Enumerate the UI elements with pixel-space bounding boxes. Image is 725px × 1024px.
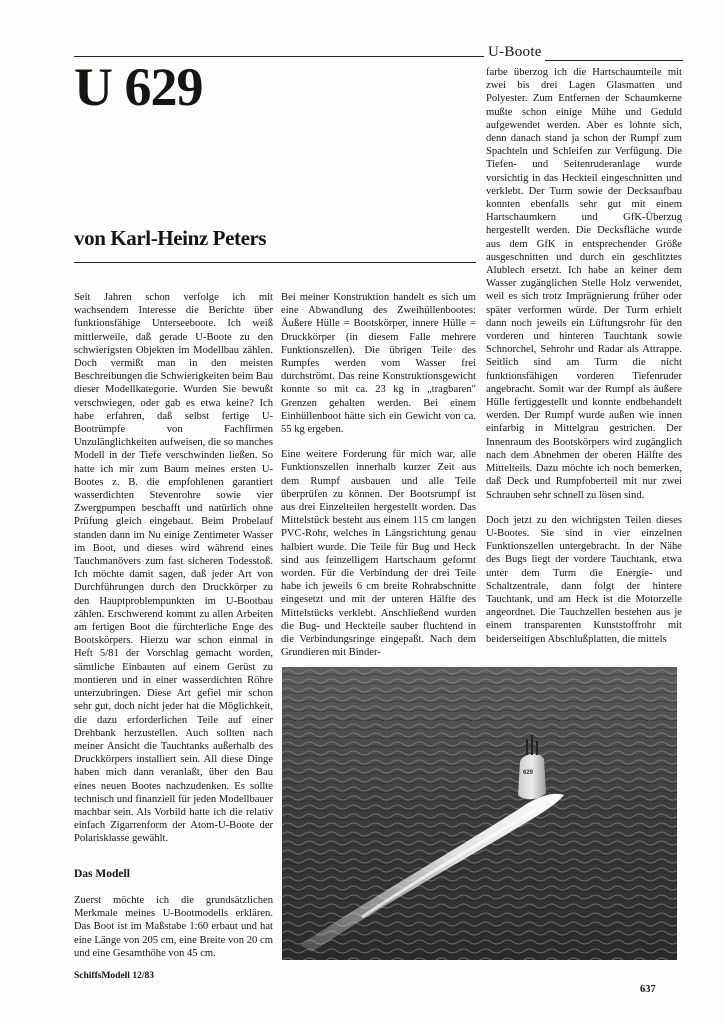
footer-magazine: SchiffsModell 12/83 [74,971,154,981]
author-rule [74,262,476,263]
section-header: U-Boote [488,44,542,60]
column-left [74,291,273,846]
paragraph: farbe überzog ich die Hartschaumteile mit zwei bis drei Lagen Glasmatten und Polyester. Zum Entfernen der Schaumkerne mußte schon einige Mühe und Geduld aufgewendet werden. Aber es lohnte sich, denn danach stand ja schon der Rumpf zum Spachteln und Schleifen zur Verfügung. Die Tiefen- und Seitenruderanlage wurde vorsichtig in das Heckteil eingeschnitten und verklebt. Der Turm sowie der Decksaufbau konnten ebenfalls sehr gut mit einem Hartschaumkern und GfK-Überzug hergestellt werden. Die Decksfläche wurde aus dem GfK in entsprechender Größe ausgeschnitten und durch ein geschlitztes Alublech ersetzt. Ich habe an keiner dem Wasser zugänglichen Stelle Holz verwendet, weil es sich trotz Imprägnierung früher oder später verformen würde. Der Turm erhielt dann noch jeweils ein Lüftungsrohr für den vorderen und hinteren Tauchtank sowie Schnorchel, Sehrohr und Radar als Attrappe. Seitlich sind am Turm die nicht funktionsfähigen vorderen Tiefenruder angebracht. Somit war der Rumpf als äußere Hülle fertiggestellt und konnte endbehandelt werden. Der Rumpf wurde außen wie innen einfarbig in Mittelgrau gestrichen. Der Innenraum des Bootskörpers wird zugänglich nach dem Abnehmen der oberen Hälfte des Mittelteils. Dazu möchte ich noch bemerken, daß Deck und Rumpfoberteil mit nur zwei Schrauben sehr schnell zu lösen sind. [486,67,682,501]
paragraph: Bei meiner Konstruktion handelt es sich um eine Abwandlung des Zweihüllenbootes: Äußere Hülle = Bootskörper, innere Hülle = Druckkörper (in diesem Falle mehrere Funktionszellen). Die übrigen Teile des Rumpfes werden vom Wasser frei durchströmt. Das reine Konstruktionsgewicht konnte so mit ca. 23 kg in „tragbaren" Grenzen gehalten werden. Bei einem Einhüllenboot hätte sich ein Gewicht von ca. 55 kg ergeben. [281,292,476,436]
conning-tower [518,754,546,799]
page-number: 637 [640,984,656,995]
column-middle [281,291,476,659]
model-section-text: Zuerst möchte ich die grundsätzlichen Merkmale meines U-Bootmodells erklären. Das Boot ist im Maßstabe 1:60 erbaut und hat eine Länge von 205 cm, eine Breite von 20 cm und eine Gesamthöhe von 45 cm. [74,895,273,959]
submarine-photo [282,667,677,960]
section-heading: Das Modell [74,868,130,880]
article-title: U 629 [74,57,203,117]
header-rule-right [545,60,683,61]
column-right [486,66,682,646]
paragraph: Seit Jahren schon verfolge ich mit wachsendem Interesse die Berichte über funktionsfähige Unterseeboote. Ich weiß mittlerweile, daß gerade U-Boote zu den schwierigsten Objekten im Modellbau zählen. Doch vermißt man in den meisten Beschreibungen die Schwierigkeiten beim Bau dieser Modellkategorie. Wurden Sie bewußt verschwiegen, oder gab es etwa keine? Ich habe erfahren, daß selbst fertige U-Bootrümpfe von Fachfirmen Unzulänglichkeiten aufweisen, die so manches Modell in der Tiefe verschwinden ließen. So hatte ich mir zum Baum meines ersten U-Bootes z. B. die empfohlenen garantiert wasserdichten Stevenrohre sowie vier Zwergpumpen beschafft und natürlich ohne Prüfung gleich eingebaut. Beim Probelauf standen dann im Nu einige Zentimeter Wasser im Boot, und dieses wird während eines Tauchmanövers zum fast sicheren Todesstoß. Ich möchte damit sagen, daß jeder Art von Durchführungen durch den Druckkörper zu den Hauptproblempunkten im U-Bootbau zählen. Erschwerend kommt zu allen Arbeiten am fertigen Boot die fürchterliche Enge des Bootskörpers. Hierzu war schon einmal in Heft 5/81 der Vorschlag gemacht worden, sämtliche Einbauten auf einem Gerüst zu montieren und in einer wasserdichten Röhre unterzubringen. Diese Art gefiel mir schon sehr gut, doch nicht jeder hat die Möglichkeit, die dazu erforderlichen Teile auf einer Drehbank herzustellen. Auch sollten nach meiner Ansicht die Tauchtanks außerhalb des Druckkörpers installiert sein. All diese Dinge haben mich dann veranlaßt, über den Bau eines neuen Bootes nachzudenken. Es sollte technisch und finanziell für jeden Modellbauer machbar sein. Als Vorbild hatte ich die relativ einfach Zigarrenform der Atom-U-Boote der Polarisklasse gewählt. [74,292,273,845]
sail-number: 629 [523,770,534,776]
article-author: von Karl-Heinz Peters [74,226,267,250]
paragraph: Doch jetzt zu den wichtigsten Teilen dieses U-Bootes. Sie sind in vier einzelnen Funktionszellen untergebracht. In der Nähe des Bugs liegt der vordere Tauchtank, etwa unter dem Turm die Energie- und Schaltzentrale, dann folgt der hintere Tauchtank, und am Heck ist die Motorzelle angeordnet. Die Tauchzellen bestehen aus je einem transparenten Kunststoffrohr mit beiderseitigen Abschlußplatten, die mittels [486,514,682,645]
paragraph: Eine weitere Forderung für mich war, alle Funktionszellen innerhalb kurzer Zeit aus dem Rumpf ausbauen und alle Teile überprüfen zu können. Der Bootsrumpf ist aus drei Einzelteilen hergestellt worden. Das Mittelstück besteht aus einem 115 cm langen PVC-Rohr, welches in Längsrichtung genau halbiert wurde. Die Teile für Bug und Heck sind aus feinzelligem Hartschaum geformt worden. Für die Verbindung der drei Teile habe ich jeweils 6 cm breite Rohrabschnitte eingesetzt und mit der unteren Hälfte des Mittelstücks verklebt. Anschließend wurden die Bug- und Heckteile sauber fluchtend in die Verbindungsringe eingepaßt. Nach dem Grundieren mit Binder- [281,449,476,659]
